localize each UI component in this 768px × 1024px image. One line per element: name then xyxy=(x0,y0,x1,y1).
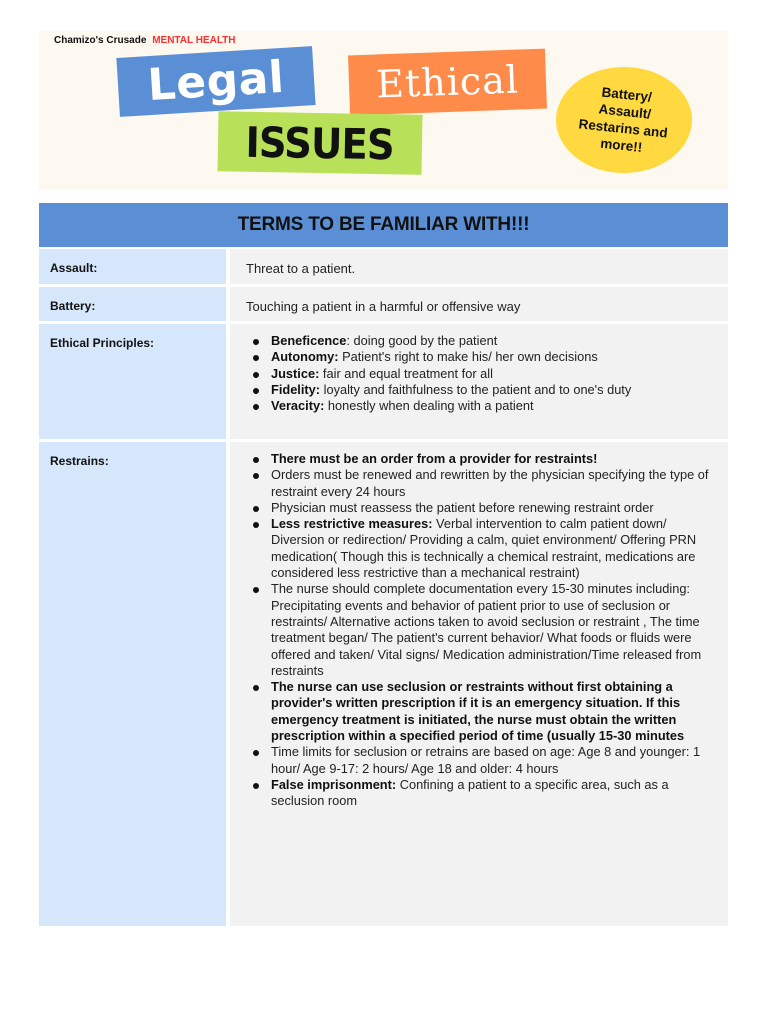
term-label: Ethical Principles: xyxy=(39,324,226,439)
term-label: Restrains: xyxy=(39,442,226,926)
term-definition: Threat to a patient. xyxy=(230,249,728,284)
legal-tag xyxy=(116,46,315,117)
brand-line xyxy=(54,35,236,46)
term-row-assault xyxy=(39,249,728,284)
list-item: Veracity: honestly when dealing with a patient xyxy=(271,398,716,414)
list-item: Time limits for seclusion or retrains are based on age: Age 8 and younger: 1 hour/ Age 9-17: 2 hours/ Age 18 and older: 4 hours xyxy=(271,744,716,777)
list-item: Justice: fair and equal treatment for all xyxy=(271,366,716,382)
list-item: Fidelity: loyalty and faithfulness to the patient and to one's duty xyxy=(271,382,716,398)
issues-tag-text: ISSUES xyxy=(245,117,395,169)
term-row-ethical-principles xyxy=(39,324,728,439)
term-row-battery xyxy=(39,287,728,321)
restrains-list xyxy=(246,451,716,810)
list-item: Autonomy: Patient's right to make his/ her own decisions xyxy=(271,349,716,365)
topics-badge xyxy=(556,67,692,173)
list-item: The nurse can use seclusion or restraints without first obtaining a provider's written prescription if it is an emergency situation. If this emergency treatment is initiated, the nurse must obtain the written prescription within a specified period of time (usually 15-30 minutes xyxy=(271,679,716,744)
terms-heading: TERMS TO BE FAMILIAR WITH!!! xyxy=(237,214,530,235)
ethical-tag xyxy=(348,49,547,116)
terms-heading-bar xyxy=(39,203,728,247)
term-label: Battery: xyxy=(39,287,226,321)
brand-accent: MENTAL HEALTH xyxy=(152,35,236,46)
list-item: Beneficence: doing good by the patient xyxy=(271,333,716,349)
list-item: Physician must reassess the patient before renewing restraint order xyxy=(271,500,716,516)
list-item: False imprisonment: Confining a patient to a specific area, such as a seclusion room xyxy=(271,777,716,810)
list-item: The nurse should complete documentation every 15-30 minutes including: Precipitating events and behavior of patient prior to use of seclusion or restraints/ Alternative actions taken to avoid seclusion or restraint , The time treatment began/ The patient's current behavior/ What foods or fluids were offered and taken/ Vital signs/ Medication administration/Time released from restraints xyxy=(271,581,716,679)
term-definition: Touching a patient in a harmful or offensive way xyxy=(230,287,728,321)
list-item: Orders must be renewed and rewritten by the physician specifying the type of restraint every 24 hours xyxy=(271,467,716,500)
legal-tag-text: Legal xyxy=(146,51,286,112)
ethical-tag-text: Ethical xyxy=(375,57,520,107)
brand-name: Chamizo's Crusade xyxy=(54,35,147,46)
term-row-restrains xyxy=(39,442,728,926)
term-label: Assault: xyxy=(39,249,226,284)
list-item: There must be an order from a provider for restraints! xyxy=(271,451,716,467)
term-definition xyxy=(230,442,728,926)
issues-tag xyxy=(217,111,422,175)
term-definition xyxy=(230,324,728,439)
topics-badge-text: Battery/ Assault/ Restarins and more!! xyxy=(577,84,669,156)
list-item: Less restrictive measures: Verbal intervention to calm patient down/ Diversion or redirection/ Providing a calm, quiet environment/ Offering PRN medication( Though this is technically a chemical restraint, medications are considered less restrictive than a mechanical restraint) xyxy=(271,516,716,581)
ethical-principles-list xyxy=(246,333,716,414)
